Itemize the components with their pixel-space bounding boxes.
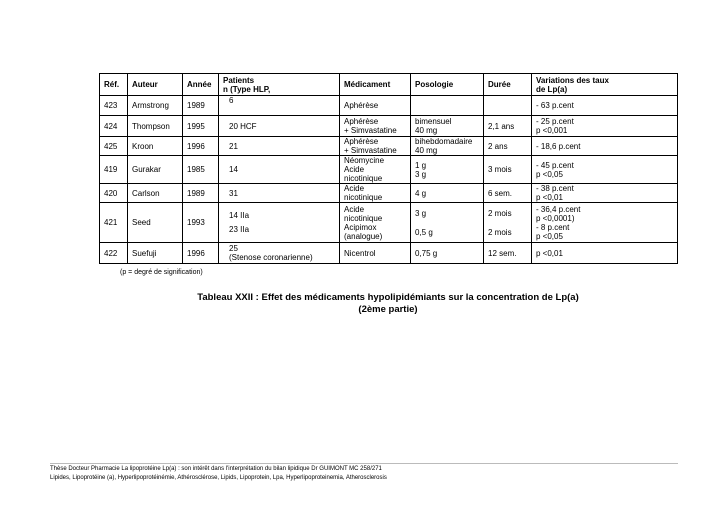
header-annee: Année [183, 74, 219, 96]
poso-line: 3 g [415, 208, 427, 218]
cell-annee: 1985 [183, 156, 219, 184]
cell-posologie: 4 g [411, 184, 484, 203]
med-line: Acide [344, 184, 365, 193]
header-medicament: Médicament [340, 74, 411, 96]
cell-ref: 420 [100, 184, 128, 203]
med-line: nicotinique [344, 213, 383, 223]
cell-ref: 424 [100, 116, 128, 137]
med-line: Acide [344, 204, 365, 214]
header-posologie: Posologie [411, 74, 484, 96]
cell-patients: 21 [219, 137, 340, 156]
cell-medicament: Nicentrol [340, 243, 411, 264]
cell-annee: 1993 [183, 203, 219, 243]
cell-variations [532, 203, 678, 243]
var-line: p <0,0001) [536, 213, 575, 223]
header-patients-line1: Patients [223, 75, 255, 85]
var-line: - 45 p.cent [536, 160, 574, 170]
var-line: - 8 p.cent [536, 222, 570, 232]
cell-variations [532, 156, 678, 184]
table-caption: Tableau XXII : Effet des médicaments hypolipidémiants sur la concentration de Lp(a) [197, 292, 579, 303]
med-line: + Simvastatine [344, 146, 397, 155]
med-line: Acide [344, 165, 365, 174]
patients-line: 14 IIa [229, 211, 250, 220]
var-line: p <0,05 [536, 231, 563, 241]
cell-medicament [340, 156, 411, 184]
cell-patients [219, 203, 340, 243]
cell-duree: 6 sem. [484, 184, 532, 203]
var-line: - 38 p.cent [536, 184, 574, 193]
med-line: Aphérèse [344, 117, 379, 126]
var-line: p <0,05 [536, 169, 563, 179]
cell-variations [532, 116, 678, 137]
table-row [100, 116, 678, 137]
med-line: nicotinique [344, 193, 383, 202]
table-row [100, 137, 678, 156]
cell-annee: 1989 [183, 96, 219, 116]
cell-medicament [340, 116, 411, 137]
cell-variations: - 18,6 p.cent [532, 137, 678, 156]
cell-posologie [411, 203, 484, 243]
duree-line: 2 mois [488, 227, 512, 237]
table-row [100, 243, 678, 264]
cell-auteur: Thompson [128, 116, 183, 137]
duree-line: 2 mois [488, 208, 512, 218]
cell-auteur: Carlson [128, 184, 183, 203]
cell-duree: 2,1 ans [484, 116, 532, 137]
poso-line: bimensuel [415, 117, 452, 126]
var-line: - 36,4 p.cent [536, 204, 581, 214]
table-row [100, 156, 678, 184]
patients-line: 23 IIa [229, 225, 250, 234]
cell-medicament [340, 137, 411, 156]
var-line: p <0,001 [536, 126, 568, 135]
cell-posologie [411, 116, 484, 137]
footer-divider [50, 463, 678, 464]
cell-ref: 425 [100, 137, 128, 156]
cell-annee: 1995 [183, 116, 219, 137]
cell-duree: 2 ans [484, 137, 532, 156]
header-patients [219, 74, 340, 96]
cell-auteur: Armstrong [128, 96, 183, 116]
cell-auteur: Seed [128, 203, 183, 243]
cell-variations: - 63 p.cent [532, 96, 678, 116]
poso-line: 3 g [415, 169, 427, 179]
cell-annee: 1989 [183, 184, 219, 203]
cell-ref: 419 [100, 156, 128, 184]
cell-ref: 421 [100, 203, 128, 243]
header-ref: Réf. [100, 74, 128, 96]
med-line: (analogue) [344, 231, 383, 241]
cell-patients: 14 [219, 156, 340, 184]
significance-note: (p = degré de signification) [120, 269, 203, 276]
poso-line: 1 g [415, 160, 427, 170]
header-variations-line1: Variations des taux [536, 75, 609, 85]
cell-patients: 20 HCF [219, 116, 340, 137]
cell-patients [219, 243, 340, 264]
cell-auteur: Suefuji [128, 243, 183, 264]
table-row [100, 203, 678, 243]
med-line: + Simvastatine [344, 126, 397, 135]
poso-line: bihebdomadaire [415, 137, 473, 146]
cell-medicament [340, 184, 411, 203]
cell-duree: 3 mois [484, 156, 532, 184]
header-variations [532, 74, 678, 96]
table-row [100, 96, 678, 116]
cell-ref: 422 [100, 243, 128, 264]
cell-ref: 423 [100, 96, 128, 116]
cell-medicament [340, 203, 411, 243]
poso-line: 40 mg [415, 146, 438, 155]
header-duree: Durée [484, 74, 532, 96]
footer-thesis-line: Thèse Docteur Pharmacie La lipoprotéine Lp(a) : son intérêt dans l'interprétation du bilan lipidique Dr GUIMONT MC 258/271 [50, 466, 382, 472]
table-caption-part: (2ème partie) [358, 304, 418, 315]
cell-duree: 12 sem. [484, 243, 532, 264]
cell-annee: 1996 [183, 137, 219, 156]
med-line: Néomycine [344, 156, 385, 165]
cell-auteur: Kroon [128, 137, 183, 156]
cell-posologie [411, 96, 484, 116]
cell-annee: 1996 [183, 243, 219, 264]
cell-patients: 31 [219, 184, 340, 203]
cell-posologie [411, 137, 484, 156]
table-header-row [100, 74, 678, 96]
header-auteur: Auteur [128, 74, 183, 96]
footer-keywords-line: Lipides, Lipoprotéine (a), Hyperlipoprotéinémie, Athérosclérose, Lipids, Lipoprotein, Lpa, Hyperlipoproteinemia, Atherosclerosis [50, 475, 387, 481]
header-variations-line2: de Lp(a) [536, 84, 568, 94]
cell-variations: p <0,01 [532, 243, 678, 264]
cell-medicament: Aphérèse [340, 96, 411, 116]
poso-line: 0,5 g [415, 227, 433, 237]
header-patients-line2: n (Type HLP, [223, 84, 271, 94]
cell-duree [484, 96, 532, 116]
med-line: Acipimox [344, 222, 377, 232]
cell-patients: 6 [219, 96, 340, 116]
patients-line: 25 [229, 244, 238, 253]
patients-line: (Stenose coronarienne) [229, 253, 313, 262]
med-line: nicotinique [344, 174, 383, 183]
cell-duree [484, 203, 532, 243]
cell-posologie [411, 156, 484, 184]
med-line: Aphérèse [344, 137, 379, 146]
var-line: p <0,01 [536, 193, 563, 202]
var-line: - 25 p.cent [536, 117, 574, 126]
drug-effects-table [99, 73, 678, 264]
cell-posologie: 0,75 g [411, 243, 484, 264]
cell-variations [532, 184, 678, 203]
table-row [100, 184, 678, 203]
cell-auteur: Gurakar [128, 156, 183, 184]
poso-line: 40 mg [415, 126, 438, 135]
